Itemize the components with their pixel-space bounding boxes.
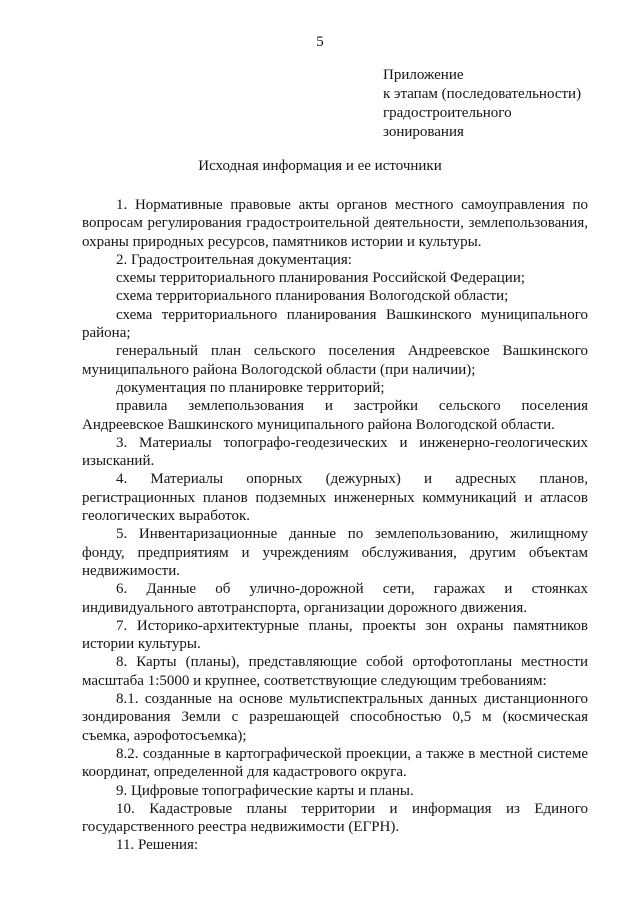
list-item: 8.2. созданные в картографической проекции, а также в местной системе координат, определенной для кадастрового округа.	[82, 745, 588, 781]
list-item: 1. Нормативные правовые акты органов местного самоуправления по вопросам регулирования градостроительной деятельности, землепользования, охраны природных ресурсов, памятников истории и культуры.	[82, 197, 588, 250]
list-item: 5. Инвентаризационные данные по землепользованию, жилищному фонду, предприятиям и учреждениям обслуживания, другим объектам недвижимости.	[82, 526, 588, 579]
list-item: генеральный план сельского поселения Андреевское Вашкинского муниципального района Вологодской области (при наличии);	[82, 343, 588, 378]
list-item: схемы территориального планирования Российской Федерации;	[116, 270, 526, 287]
list-item: 3. Материалы топографо-геодезических и инженерно-геологических изысканий.	[82, 434, 588, 470]
list-item: 8. Карты (планы), представляющие собой ортофотопланы местности масштаба 1:5000 и крупнее, соответствующие следующим требованиям:	[82, 654, 588, 689]
list-item: схема территориального планирования Вологодской области;	[116, 288, 509, 305]
appendix-line: к этапам (последовательности)	[383, 86, 582, 102]
list-item: 8.1. созданные на основе мультиспектральных данных дистанционного зондирования Земли с разрешающей способностью 0,5 м (космическая съемка, аэрофотосъемка);	[82, 691, 588, 744]
appendix-line: Приложение	[383, 67, 464, 83]
document-body	[82, 196, 588, 855]
list-item: 9. Цифровые топографические карты и планы.	[116, 782, 414, 799]
appendix-reference	[383, 66, 581, 142]
list-item: 10. Кадастровые планы территории и информация из Единого государственного реестра недвижимости (ЕГРН).	[82, 800, 588, 836]
page-number: 5	[316, 34, 324, 50]
list-item: 11. Решения:	[116, 837, 199, 854]
list-item: правила землепользования и застройки сельского поселения Андреевское Вашкинского муниципального района Вологодской области.	[82, 398, 588, 433]
list-item: 6. Данные об улично-дорожной сети, гаражах и стоянках индивидуального автотранспорта, организации дорожного движения.	[82, 581, 588, 616]
list-item: схема территориального планирования Вашкинского муниципального района;	[82, 306, 588, 342]
document-title: Исходная информация и ее источники	[198, 158, 442, 174]
appendix-line: зонирования	[383, 124, 464, 140]
appendix-line: градостроительного	[383, 105, 512, 121]
list-item: документация по планировке территорий;	[116, 379, 385, 396]
list-item: 4. Материалы опорных (дежурных) и адресных планов, регистрационных планов подземных инженерных коммуникаций и атласов геологических выработок.	[82, 471, 588, 525]
list-item: 2. Градостроительная документация:	[116, 251, 352, 268]
list-item: 7. Историко-архитектурные планы, проекты зон охраны памятников истории культуры.	[82, 617, 588, 653]
